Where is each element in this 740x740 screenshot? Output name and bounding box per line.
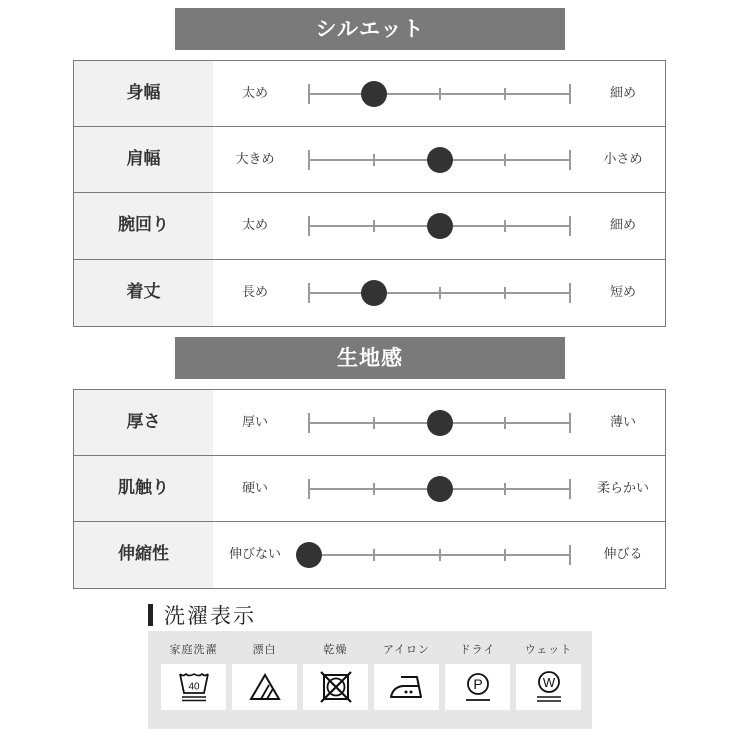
scale-tick: [308, 84, 310, 104]
scale-tick: [569, 150, 571, 170]
right-term: 細め: [609, 218, 636, 233]
rating-marker: [427, 410, 453, 436]
care-item-dry-clean: [445, 631, 510, 710]
scale-tick: [373, 483, 375, 495]
spec-row-shoulder-width: [74, 127, 665, 193]
care-item-wet-clean: [516, 631, 581, 710]
rating-marker: [427, 147, 453, 173]
spec-row-thickness: [74, 390, 665, 456]
wet-clean-w-icon: [516, 664, 581, 710]
spec-row-arm-circumference: [74, 193, 665, 260]
row-label: 肌触り: [74, 456, 213, 521]
scale-tick: [373, 417, 375, 429]
care-title-text: 洗濯表示: [164, 604, 256, 628]
row-label: 身幅: [74, 61, 213, 126]
silhouette-header: シルエット: [175, 8, 565, 50]
care-item-home-wash: [161, 631, 226, 710]
scale-tick: [308, 216, 310, 236]
scale-tick: [504, 220, 506, 232]
row-label: 腕回り: [74, 193, 213, 259]
iron-medium-icon: [374, 664, 439, 710]
spec-row-stretch: [74, 522, 665, 588]
left-term: 大きめ: [235, 152, 275, 167]
scale-tick: [373, 220, 375, 232]
care-label: ウェット: [524, 643, 573, 656]
right-term: 短め: [609, 285, 636, 300]
spec-row-body-width: [74, 61, 665, 127]
row-label: 肩幅: [74, 127, 213, 192]
care-label: 家庭洗濯: [169, 643, 218, 656]
no-chlorine-bleach-icon: [232, 664, 297, 710]
spec-row-length: [74, 260, 665, 326]
no-tumble-dry-icon: [303, 664, 368, 710]
left-term: 厚い: [241, 415, 268, 430]
rating-marker: [427, 476, 453, 502]
care-labels-panel: [148, 631, 592, 729]
left-term: 太め: [241, 218, 268, 233]
scale-tick: [308, 479, 310, 499]
scale-tick: [504, 287, 506, 299]
wash-tub-40-icon: [161, 664, 226, 710]
rating-marker: [427, 213, 453, 239]
scale-tick: [504, 154, 506, 166]
dry-clean-p-icon: [445, 664, 510, 710]
scale-tick: [439, 88, 441, 100]
scale-tick: [504, 483, 506, 495]
scale-tick: [504, 417, 506, 429]
scale-tick: [439, 287, 441, 299]
right-term: 柔らかい: [596, 481, 649, 496]
scale-tick: [308, 283, 310, 303]
rating-marker: [361, 280, 387, 306]
right-term: 細め: [609, 86, 636, 101]
rating-marker: [296, 542, 322, 568]
svg-text:W: W: [542, 675, 555, 690]
fabric-header: 生地感: [175, 337, 565, 379]
right-term: 薄い: [609, 415, 636, 430]
scale-tick: [569, 545, 571, 565]
row-label: 着丈: [74, 260, 213, 326]
scale-tick: [308, 413, 310, 433]
scale-tick: [569, 216, 571, 236]
scale-tick: [569, 283, 571, 303]
right-term: 小さめ: [603, 152, 643, 167]
scale-tick: [373, 154, 375, 166]
care-item-dryer: [303, 631, 368, 710]
silhouette-table: [73, 60, 666, 327]
left-term: 長め: [241, 285, 268, 300]
row-label: 伸縮性: [74, 522, 213, 588]
rating-marker: [361, 81, 387, 107]
scale-tick: [439, 549, 441, 561]
left-term: 伸びない: [228, 547, 281, 562]
right-term: 伸びる: [603, 547, 643, 562]
scale-tick: [308, 150, 310, 170]
care-item-bleach: [232, 631, 297, 710]
spec-row-texture: [74, 456, 665, 522]
care-title: [148, 601, 256, 629]
row-label: 厚さ: [74, 390, 213, 455]
fabric-table: [73, 389, 666, 589]
care-item-iron: [374, 631, 439, 710]
left-term: 硬い: [241, 481, 268, 496]
svg-text:40: 40: [187, 681, 200, 693]
left-term: 太め: [241, 86, 268, 101]
scale-tick: [569, 84, 571, 104]
scale-tick: [569, 413, 571, 433]
title-bar-accent: [148, 604, 153, 626]
care-label: 漂白: [252, 643, 277, 656]
svg-text:P: P: [472, 676, 483, 692]
care-label: ドライ: [459, 643, 496, 656]
scale-tick: [373, 549, 375, 561]
scale-tick: [504, 549, 506, 561]
scale-tick: [504, 88, 506, 100]
scale-tick: [569, 479, 571, 499]
care-label: アイロン: [382, 643, 430, 656]
care-label: 乾燥: [323, 643, 348, 656]
